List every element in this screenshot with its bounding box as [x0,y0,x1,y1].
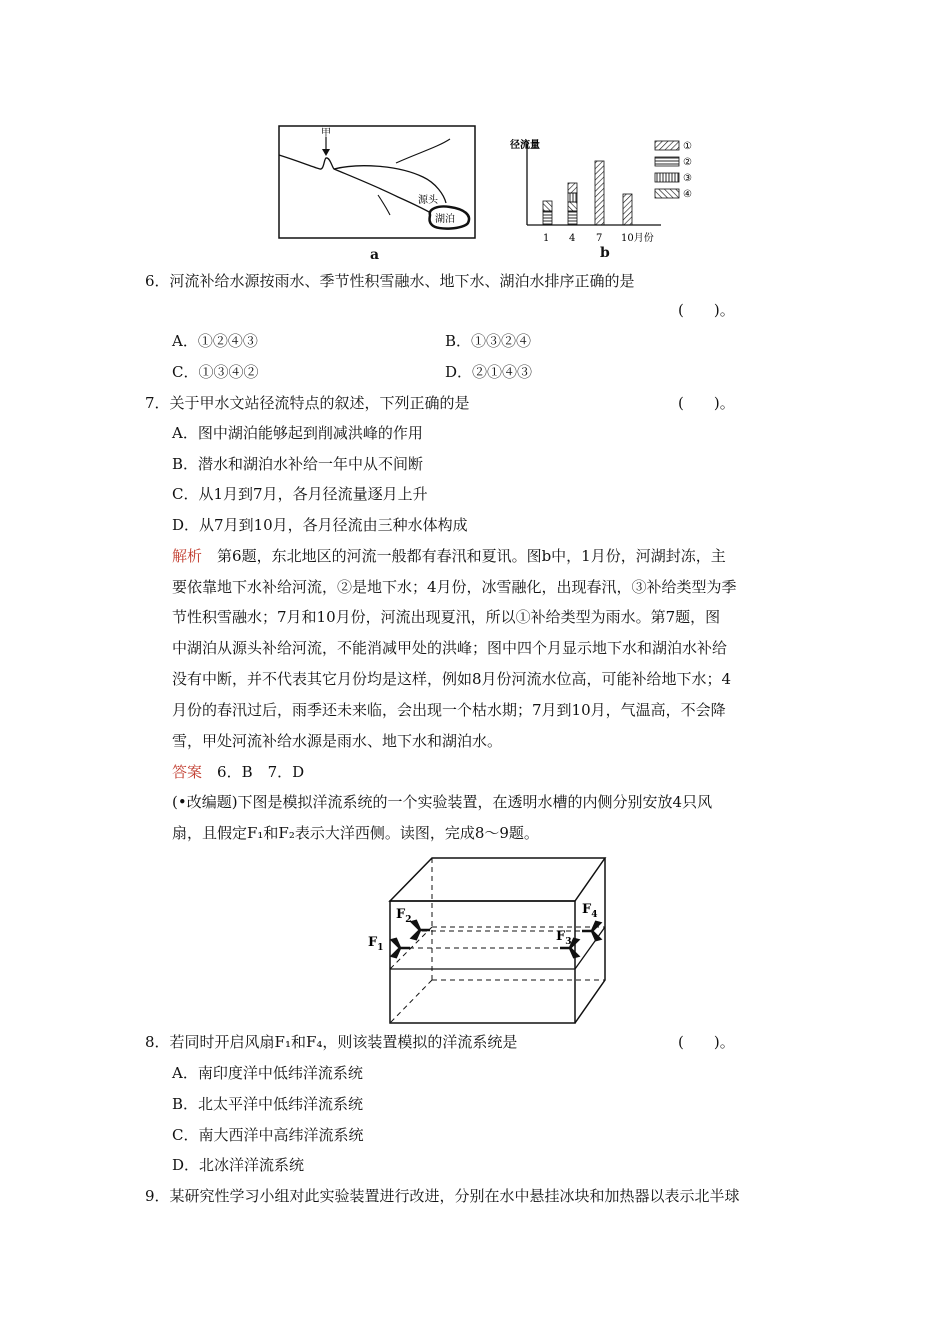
label-jia: 甲 [321,128,331,139]
label-f4: $F_4$ [582,902,598,920]
legend-label-4: ④ [683,189,692,200]
legend-swatch-4 [655,189,679,198]
bar-apr-groundwater [568,202,577,211]
analysis-line-3: 节性积雪融水；7月和10月份，河流出现夏汛，所以①补给类型为雨水。第7题，图 [172,608,721,626]
q7-option-c[interactable]: C．从1月到7月，各月径流量逐月上升 [172,485,428,503]
q7-option-d[interactable]: D．从7月到10月，各月径流由三种水体构成 [172,516,468,534]
analysis-line-6: 月份的春汛过后，雨季还未来临，会出现一个枯水期；7月到10月，气温高，不会降 [172,701,726,719]
hidden-edge-diag [390,980,432,1023]
bar-apr-lake [568,193,577,202]
bar-jan-lake [543,201,552,211]
tank-front-face [390,901,575,1023]
figure-b-chart [506,133,711,248]
label-lake: 湖泊 [435,214,455,225]
legend-label-2: ② [683,157,692,168]
bar-oct-rain [623,194,632,225]
x-tick-7: 7 [596,233,603,244]
bar-jul-rain [595,161,604,225]
q9-stem: 9．某研究性学习小组对此实验装置进行改进，分别在水中悬挂冰块和加热器以表示北半球 [145,1187,740,1205]
x-tick-10: 10月份 [621,233,654,244]
analysis-first-line [172,546,726,566]
q8-paren: ( )。 [678,1033,735,1051]
fan-f2-icon [412,921,430,939]
analysis-tag: 解析 [172,547,203,565]
figure-b-caption: b [600,245,610,261]
label-f2: $F_2$ [396,907,412,925]
tributary-lower [378,195,390,215]
q6-option-d[interactable]: D．②①④③ [445,363,533,381]
bar-apr-base [568,211,577,225]
chart-ylabel: 径流量 [510,140,540,151]
answer-tag: 答案 [172,763,203,781]
q7-option-b[interactable]: B．潜水和湖泊水补给一年中从不间断 [172,455,424,473]
q7-option-a[interactable]: A．图中湖泊能够起到削减洪峰的作用 [172,424,423,442]
q6-option-c[interactable]: C．①③④② [172,363,259,381]
q8-stem: 8．若同时开启风扇F₁和F₄，则该装置模拟的洋流系统是 [145,1033,518,1051]
x-tick-1: 1 [543,233,550,244]
intro-line-2: 扇，且假定F₁和F₂表示大洋西侧。读图，完成8～9题。 [172,824,539,842]
tank-top-face [390,858,605,901]
answer-line [172,762,304,782]
x-tick-4: 4 [569,233,576,244]
label-f1: $F_1$ [368,935,384,953]
main-river [279,155,438,217]
analysis-line-7: 雪，甲处河流补给水源是雨水、地下水和湖泊水。 [172,732,503,750]
label-f3: $F_3$ [556,929,572,947]
q7-stem: 7．关于甲水文站径流特点的叙述，下列正确的是 [145,394,470,412]
tank-figure [360,855,620,1030]
tank-right-face [575,858,605,1023]
figure-a-map [278,125,478,245]
q7-paren: ( )。 [678,394,735,412]
q8-option-c[interactable]: C．南大西洋中高纬洋流系统 [172,1126,364,1144]
q6-paren: ( )。 [678,301,735,319]
bar-apr-snow [568,183,577,193]
analysis-line-5: 没有中断，并不代表其它月份均是这样，例如8月份河流水位高，可能补给地下水；4 [172,670,732,688]
q8-option-a[interactable]: A．南印度洋中低纬洋流系统 [172,1064,363,1082]
label-source: 源头 [418,195,438,206]
legend-label-1: ① [683,141,692,152]
q6-option-b[interactable]: B．①③②④ [445,332,532,350]
legend-swatch-2 [655,157,679,166]
analysis-line-1: 第6题，东北地区的河流一般都有春汛和夏讯。图b中，1月份，河湖封冻，主 [217,547,726,565]
intro-line-1: (•改编题)下图是模拟洋流系统的一个实验装置，在透明水槽的内侧分别安放4只风 [172,793,713,811]
q6-stem: 6．河流补给水源按雨水、季节性积雪融水、地下水、湖泊水排序正确的是 [145,272,635,290]
bar-jan-groundwater [543,211,552,225]
q6-option-a[interactable]: A．①②④③ [172,332,258,350]
q8-option-d[interactable]: D．北冰洋洋流系统 [172,1156,305,1174]
fan-f4-icon [582,922,600,940]
legend-label-3: ③ [683,173,692,184]
analysis-line-4: 中湖泊从源头补给河流，不能消减甲处的洪峰；图中四个月显示地下水和湖泊水补给 [172,639,728,657]
q8-option-b[interactable]: B．北太平洋中低纬洋流系统 [172,1095,364,1113]
legend-swatch-3 [655,173,679,182]
arrow-down-icon [322,149,330,156]
water-line-right [575,927,605,969]
tributary [396,139,450,163]
answer-text: 6．B 7．D [217,763,305,781]
fan-f1-icon [392,939,410,957]
analysis-line-2: 要依靠地下水补给河流，②是地下水；4月份，冰雪融化，出现春汛，③补给类型为季 [172,578,737,596]
figure-a-caption: a [370,247,380,263]
legend-swatch-1 [655,141,679,150]
